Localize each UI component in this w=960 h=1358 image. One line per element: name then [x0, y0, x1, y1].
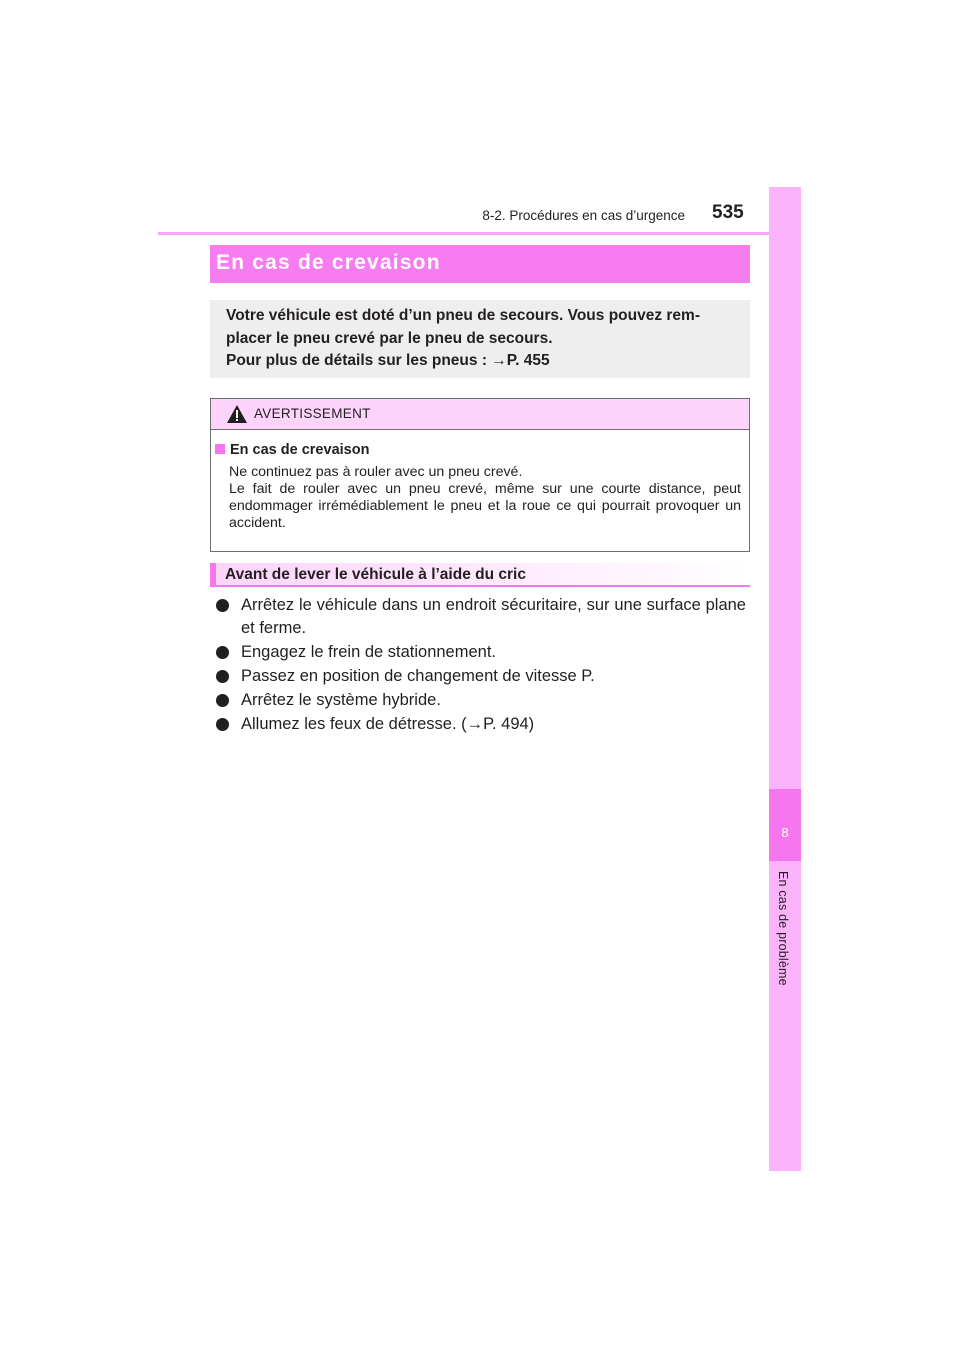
warning-subhead-text: En cas de crevaison [230, 442, 370, 458]
bullet-dot-icon [216, 694, 229, 707]
warning-box [210, 398, 750, 552]
intro-line: Votre véhicule est doté d’un pneu de secours. Vous pouvez rem- [226, 307, 700, 324]
header-section-title: 8-2. Procédures en cas d’urgence [482, 208, 685, 223]
intro-line: Pour plus de détails sur les pneus : →P. 455 [226, 352, 550, 369]
bullet-dot-icon [216, 646, 229, 659]
chapter-side-tab [769, 187, 801, 1171]
square-bullet-icon [215, 444, 225, 454]
chapter-label: En cas de problème [776, 871, 790, 986]
list-item: Arrêtez le véhicule dans un endroit sécuritaire, sur une surface plane et ferme. [214, 594, 746, 640]
bullet-dot-icon [216, 599, 229, 612]
chapter-number: 8 [781, 825, 789, 840]
intro-line: placer le pneu crevé par le pneu de secours. [226, 330, 553, 347]
warning-paragraph: Ne continuez pas à rouler avec un pneu crevé. [229, 464, 523, 480]
header-divider [158, 232, 800, 235]
warning-header [211, 399, 749, 430]
list-item: Passez en position de changement de vitesse P. [214, 665, 746, 688]
instruction-list [214, 594, 746, 737]
bullet-dot-icon [216, 670, 229, 683]
warning-triangle-icon [226, 404, 248, 424]
warning-subhead [215, 442, 369, 458]
list-item: Engagez le frein de stationnement. [214, 641, 746, 664]
list-item: Arrêtez le système hybride. [214, 689, 746, 712]
section-title: En cas de crevaison [216, 251, 441, 274]
page-number: 535 [712, 202, 744, 223]
warning-body [229, 464, 741, 532]
list-item: Allumez les feux de détresse. (→P. 494) [214, 713, 746, 736]
warning-paragraph: Le fait de rouler avec un pneu crevé, même sur une courte distance, peut endommager irrémédiablement le pneu et la roue ce qui pourrait provoquer un accident. [229, 481, 741, 531]
bullet-dot-icon [216, 718, 229, 731]
subsection-heading: Avant de lever le véhicule à l’aide du cric [225, 566, 526, 583]
warning-label: AVERTISSEMENT [254, 406, 371, 421]
